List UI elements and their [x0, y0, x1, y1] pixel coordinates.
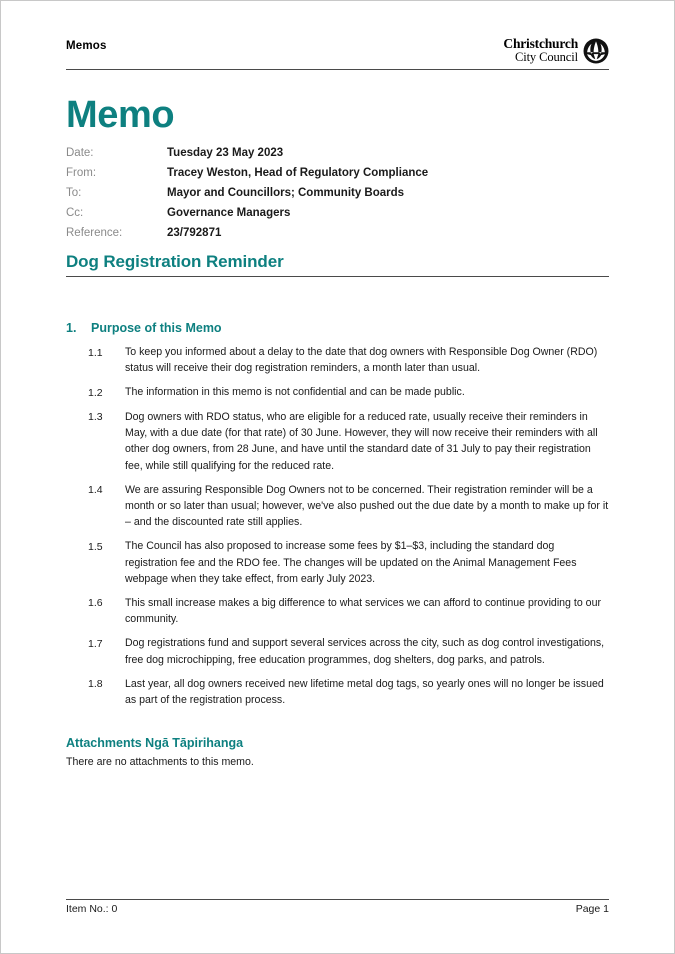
clause-text: Dog owners with RDO status, who are eligible for a reduced rate, usually receive their reminders in May, with a due date (for that rate) of 30 June. However, they will now receive their reminders with all other dog owners, from 28 June, and have until the standard date of 31 July to pay their registration fee, while still qualifying for the reduced rate. — [125, 410, 598, 472]
running-header-title: Memos — [66, 40, 107, 52]
metadata-row-from — [66, 167, 609, 187]
metadata-value-reference: 23/792871 — [167, 227, 222, 239]
document-header — [66, 36, 609, 71]
clause-text: To keep you informed about a delay to the date that dog owners with Responsible Dog Owner (RDO) status will receive their dog registration reminders, a month later than usual. — [125, 346, 598, 375]
metadata-label-from: From: — [66, 167, 97, 179]
metadata-label-date: Date: — [66, 147, 94, 159]
footer-divider — [66, 899, 609, 900]
clause-number: 1.6 — [88, 597, 103, 610]
clause-text: This small increase makes a big difference to what services we can afford to continue providing to our community. — [125, 596, 601, 626]
council-logo-text — [503, 37, 578, 64]
memo-body — [66, 321, 609, 716]
memo-metadata — [66, 147, 609, 247]
clause-1-8 — [66, 676, 609, 708]
attachments-section — [66, 736, 609, 770]
clause-number: 1.5 — [88, 540, 103, 553]
subject-divider — [66, 276, 609, 277]
metadata-row-cc — [66, 207, 609, 227]
clause-1-3 — [66, 409, 609, 474]
metadata-row-date — [66, 147, 609, 167]
metadata-value-to: Mayor and Councillors; Community Boards — [167, 187, 405, 199]
clause-1-1 — [66, 344, 609, 376]
clause-1-6 — [66, 595, 609, 627]
clause-1-5 — [66, 538, 609, 587]
metadata-value-cc: Governance Managers — [167, 207, 291, 219]
clause-1-7 — [66, 635, 609, 667]
section-heading-purpose — [66, 321, 609, 335]
metadata-value-from: Tracey Weston, Head of Regulatory Compliance — [167, 167, 429, 179]
footer-item-number: Item No.: 0 — [66, 903, 118, 915]
metadata-label-cc: Cc: — [66, 207, 84, 219]
clause-text: Last year, all dog owners received new lifetime metal dog tags, so yearly ones will no longer be issued as part of the registration process. — [125, 677, 604, 706]
memo-subject: Dog Registration Reminder — [66, 252, 284, 271]
clause-number: 1.2 — [88, 386, 103, 399]
metadata-row-reference — [66, 227, 609, 247]
clause-text: The Council has also proposed to increase some fees by $1–$3, including the standard dog registration fee and the RDO fee. The changes will be updated on the Animal Management Fees webpage when they take effect, from early July 2023. — [125, 540, 577, 585]
clause-number: 1.1 — [88, 346, 103, 359]
page-content — [66, 1, 609, 953]
metadata-value-date: Tuesday 23 May 2023 — [167, 147, 284, 159]
memo-title: Memo — [66, 94, 175, 136]
footer-page-number: Page 1 — [575, 903, 609, 915]
clause-number: 1.7 — [88, 637, 103, 650]
clause-number: 1.3 — [88, 411, 103, 424]
clause-text: Dog registrations fund and support several services across the city, such as dog control investigations, free dog microchipping, free education programmes, dog shelters, dog parks, and patrols. — [125, 637, 605, 666]
clause-text: We are assuring Responsible Dog Owners not to be concerned. Their registration reminder will be a month or so later than usual; however, we've also pushed out the due date by a month to make up for it – and the discounted rate still applies. — [125, 483, 609, 529]
attachments-heading: Attachments Ngā Tāpirihanga — [66, 736, 244, 750]
council-logo-line1: Christchurch — [503, 36, 578, 51]
clause-number: 1.4 — [88, 484, 103, 497]
clause-text: The information in this memo is not confidential and can be made public. — [125, 386, 465, 399]
council-logo-line2: City Council — [514, 50, 578, 65]
document-footer — [66, 903, 609, 915]
clause-1-2 — [66, 384, 609, 401]
section-title: Purpose of this Memo — [91, 321, 222, 335]
attachments-text: There are no attachments to this memo. — [66, 756, 254, 768]
council-logo — [503, 37, 609, 64]
christchurch-city-council-emblem-icon — [583, 38, 609, 64]
metadata-row-to — [66, 187, 609, 207]
clause-number: 1.8 — [88, 678, 103, 691]
header-divider — [66, 69, 609, 70]
section-number: 1. — [66, 321, 77, 335]
metadata-label-to: To: — [66, 187, 82, 199]
metadata-label-reference: Reference: — [66, 227, 123, 239]
clause-1-4 — [66, 482, 609, 531]
